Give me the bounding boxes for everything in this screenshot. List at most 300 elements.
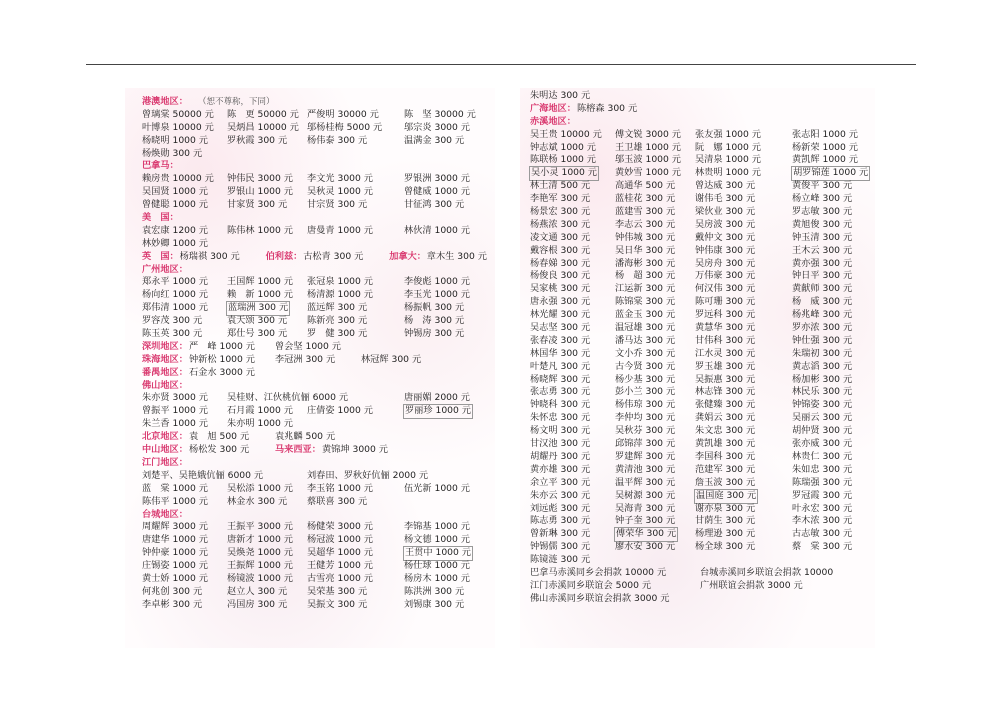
region-label: 北京地区： <box>142 431 188 443</box>
donor-entry: 邱锦萍 300 元 <box>615 438 676 450</box>
donor-entry: 叶楚凡 300 元 <box>530 360 591 372</box>
donor-entry: 杨松发 300 元 <box>189 444 250 456</box>
region-label: 加拿大： <box>389 250 426 262</box>
donor-entry: 陈伟平 1000 元 <box>142 495 208 507</box>
donor-entry: 文小乔 300 元 <box>615 347 676 359</box>
donor-entry: 曾会坚 1000 元 <box>275 340 341 352</box>
donor-entry: 罗远科 300 元 <box>695 309 756 321</box>
donor-entry: 杨晓明 1000 元 <box>142 134 208 146</box>
donor-row <box>142 341 482 354</box>
donor-row <box>530 296 870 309</box>
donor-entry: 罗亦浓 300 元 <box>792 322 853 334</box>
donor-entry: 范建军 300 元 <box>695 463 756 475</box>
donor-entry: 蓝瑞洲 300 元 <box>228 302 289 314</box>
donor-entry: 吴家桃 300 元 <box>530 283 591 295</box>
donor-row <box>530 399 870 412</box>
region-label: 番禺地区： <box>142 366 188 378</box>
donor-entry: 潘海彬 300 元 <box>615 257 676 269</box>
donor-row <box>142 148 482 161</box>
donor-entry: 王卫雄 1000 元 <box>615 141 681 153</box>
donor-entry: 杨 威 300 元 <box>792 296 853 308</box>
donor-entry: 罗志敏 300 元 <box>792 206 853 218</box>
donor-entry: 朱亦云 300 元 <box>530 489 591 501</box>
donor-entry: 龚娟云 300 元 <box>695 412 756 424</box>
donor-entry: 黄志滔 300 元 <box>792 360 853 372</box>
section-header <box>530 116 870 129</box>
donor-entry: 蓝金玉 300 元 <box>615 309 676 321</box>
donor-entry: 林冠辉 300 元 <box>361 353 422 365</box>
donor-entry: 吴焕尧 1000 元 <box>227 547 293 559</box>
donor-row <box>530 335 870 348</box>
donor-entry: 吴清泉 1000 元 <box>695 154 761 166</box>
donor-entry: 石金水 3000 元 <box>189 366 255 378</box>
donor-entry: 蓝建雪 300 元 <box>615 206 676 218</box>
donor-row <box>142 573 482 586</box>
donor-entry: 杨焕勋 300 元 <box>142 147 203 159</box>
donor-entry: 蓝桂花 300 元 <box>615 193 676 205</box>
donor-entry: 朱兰香 1000 元 <box>142 418 208 430</box>
donor-entry: 杨晓辉 300 元 <box>530 373 591 385</box>
donor-entry: 钟新松 1000 元 <box>189 353 255 365</box>
donor-entry: 江运新 300 元 <box>615 283 676 295</box>
region-label: 马来西亚： <box>275 444 321 456</box>
donor-entry: 唐永强 300 元 <box>530 296 591 308</box>
donor-entry: 朱怀忠 300 元 <box>530 412 591 424</box>
donor-entry: 张健臻 300 元 <box>695 399 756 411</box>
donor-entry: 吴海青 300 元 <box>615 502 676 514</box>
donor-entry: 黄俊平 300 元 <box>792 180 853 192</box>
donor-entry: 吴王贵 10000 元 <box>530 128 602 140</box>
donor-entry: 胡耀丹 300 元 <box>530 450 591 462</box>
donor-entry: 唐新才 1000 元 <box>227 534 293 546</box>
section-title: 港澳地区： <box>142 96 188 107</box>
donor-entry: 郑仕号 300 元 <box>227 328 288 340</box>
donor-entry: 李艳军 300 元 <box>530 193 591 205</box>
donor-row <box>530 528 870 541</box>
donor-entry: 吴秋灵 1000 元 <box>307 186 373 198</box>
donor-entry: 钟伟城 300 元 <box>615 231 676 243</box>
donor-row <box>530 232 870 245</box>
donor-entry: 曾健聪 1000 元 <box>142 199 208 211</box>
donor-entry: 张志阳 1000 元 <box>792 128 858 140</box>
donor-entry: 吴振惠 300 元 <box>695 373 756 385</box>
donor-row <box>142 250 487 264</box>
donor-entry: 赖 新 1000 元 <box>227 289 293 301</box>
donor-row <box>530 283 870 296</box>
donor-entry: 吴秋芬 300 元 <box>615 425 676 437</box>
donor-entry: 林贵仁 300 元 <box>792 450 853 462</box>
donor-row <box>142 470 482 483</box>
donor-entry: 李锦基 1000 元 <box>404 521 470 533</box>
donor-row <box>142 109 482 122</box>
donor-row <box>142 534 482 547</box>
donor-entry: 黄清池 300 元 <box>615 463 676 475</box>
donor-row <box>530 245 870 258</box>
donor-entry: 袁 旭 500 元 <box>189 431 250 443</box>
right-donor-list <box>530 90 870 606</box>
donor-row <box>530 129 870 142</box>
donor-entry: 陈锦棠 300 元 <box>615 296 676 308</box>
donor-entry: 唐建华 1000 元 <box>142 534 208 546</box>
donor-row <box>530 464 870 477</box>
donor-entry: 温国庭 300 元 <box>696 489 757 501</box>
donor-entry: 袁宏康 1200 元 <box>142 224 208 236</box>
donor-row <box>530 180 870 193</box>
donor-entry: 陈 坚 30000 元 <box>404 108 476 120</box>
donor-entry: 王振平 3000 元 <box>227 521 293 533</box>
donor-entry: 万伟豪 300 元 <box>695 270 756 282</box>
donor-entry: 谢亦泉 300 元 <box>695 502 756 514</box>
donor-row <box>142 431 482 444</box>
donor-entry: 杨房木 1000 元 <box>404 572 470 584</box>
donor-entry: 吴桂财、江伙桃伉俪 6000 元 <box>227 392 349 404</box>
donor-entry: 曾璃棠 50000 元 <box>142 108 214 120</box>
donor-entry: 凌文通 300 元 <box>530 231 591 243</box>
donor-entry: 黄亦强 300 元 <box>792 257 853 269</box>
donor-entry: 巴拿马赤溪同乡会捐款 10000 元 <box>530 566 667 578</box>
donor-entry: 吴超华 1000 元 <box>307 547 373 559</box>
donor-entry: 钟玉清 300 元 <box>792 231 853 243</box>
donor-entry: 张友强 1000 元 <box>695 128 761 140</box>
donor-entry: 傅文锐 3000 元 <box>615 128 681 140</box>
donor-row <box>142 173 482 186</box>
donor-entry: 林妙卿 1000 元 <box>142 237 208 249</box>
donor-row <box>142 238 482 251</box>
donor-entry: 罗建辉 300 元 <box>615 450 676 462</box>
donor-entry: 钟锡房 300 元 <box>404 328 465 340</box>
donor-entry: 邬宗炎 3000 元 <box>404 121 470 133</box>
donor-entry: 李志云 300 元 <box>615 218 676 230</box>
donor-entry: 甘荫生 300 元 <box>695 515 756 527</box>
section-title: 台城地区： <box>142 508 188 520</box>
region-label: 英 国： <box>142 250 179 262</box>
section-header <box>142 457 482 470</box>
donor-entry: 杨俊良 300 元 <box>530 270 591 282</box>
donor-entry: 梁伙业 300 元 <box>695 206 756 218</box>
region-label: 珠海地区： <box>142 353 188 365</box>
donor-entry: 朱如忠 300 元 <box>792 463 853 475</box>
donor-entry: 杨伟泰 300 元 <box>307 134 368 146</box>
donor-entry: 吴振文 300 元 <box>307 598 368 610</box>
donor-row <box>142 496 482 509</box>
section-title: 巴拿马： <box>142 160 179 172</box>
donor-entry: 杨文明 300 元 <box>530 425 591 437</box>
donor-row <box>530 348 870 361</box>
donor-entry: 阮 娜 1000 元 <box>695 141 761 153</box>
section-header <box>142 509 482 522</box>
donor-entry: 杨少基 300 元 <box>615 373 676 385</box>
donor-entry: 袁天颂 300 元 <box>227 315 288 327</box>
donor-entry: 陈 更 50000 元 <box>227 108 299 120</box>
donor-entry: 王贯中 1000 元 <box>405 547 471 559</box>
donor-entry: 蔡 棠 300 元 <box>792 541 853 553</box>
donor-entry: 张志勇 300 元 <box>530 386 591 398</box>
donor-entry: 何汉伟 300 元 <box>695 283 756 295</box>
donor-row <box>530 425 870 438</box>
donor-row <box>530 477 870 490</box>
donor-entry: 朱亦贤 3000 元 <box>142 392 208 404</box>
donor-entry: 刘楚平、吴艳娥伉俪 6000 元 <box>142 469 264 481</box>
donor-entry: 张春凌 300 元 <box>530 334 591 346</box>
donor-entry: 吴房舟 300 元 <box>695 257 756 269</box>
donor-entry: 钟伟民 3000 元 <box>227 173 293 185</box>
donor-entry: 钟子奎 300 元 <box>615 515 676 527</box>
donor-entry: 赵立人 300 元 <box>227 585 288 597</box>
donor-row <box>142 276 482 289</box>
donor-row <box>142 444 482 457</box>
donor-entry: 杨 超 300 元 <box>615 270 676 282</box>
donor-entry: 刘远彪 300 元 <box>530 502 591 514</box>
donor-row <box>530 567 870 580</box>
donor-entry: 杨立峰 300 元 <box>792 193 853 205</box>
donor-entry: 郑永平 1000 元 <box>142 276 208 288</box>
donor-entry: 石月霞 1000 元 <box>227 405 293 417</box>
donor-entry: 林伙清 1000 元 <box>404 224 470 236</box>
section-header <box>142 380 482 393</box>
donor-row <box>142 225 482 238</box>
donor-entry: 杨伟琼 300 元 <box>615 399 676 411</box>
donor-entry: 黄凯辉 1000 元 <box>792 154 858 166</box>
region-label: 中山地区： <box>142 444 188 456</box>
donor-row <box>142 302 482 315</box>
left-donor-list <box>142 96 487 612</box>
section-title: 赤溪地区： <box>530 115 576 127</box>
donor-row <box>142 135 482 148</box>
donor-entry: 章木生 300 元 <box>426 250 487 262</box>
top-rule <box>86 64 916 65</box>
donor-row <box>142 586 482 599</box>
donor-row <box>142 199 482 212</box>
donor-row <box>142 483 482 496</box>
donor-entry: 林志锋 300 元 <box>695 386 756 398</box>
donor-row <box>530 374 870 387</box>
donor-row <box>142 289 482 302</box>
section-title: 江门地区： <box>142 456 188 468</box>
donor-entry: 戴容根 300 元 <box>530 244 591 256</box>
donor-entry: 刘春田、罗秋好伉俪 2000 元 <box>307 469 429 481</box>
donor-row <box>142 418 482 431</box>
donor-entry: 甘伟科 300 元 <box>695 334 756 346</box>
donor-entry: 黄锦坤 3000 元 <box>322 444 388 456</box>
donor-row <box>530 270 870 283</box>
donor-row <box>530 412 870 425</box>
region-label: 深圳地区： <box>142 340 188 352</box>
donor-entry: 周耀辉 3000 元 <box>142 521 208 533</box>
donor-entry: 甘汉池 300 元 <box>530 438 591 450</box>
donor-row <box>142 315 482 328</box>
section-title: 广州地区： <box>142 263 188 275</box>
donor-entry: 林光耀 300 元 <box>530 309 591 321</box>
donor-entry: 杨 涛 300 元 <box>404 315 465 327</box>
donor-entry: 蓝远辉 300 元 <box>307 302 368 314</box>
donor-entry: 高通华 500 元 <box>615 180 676 192</box>
donor-entry: 温平辉 300 元 <box>615 476 676 488</box>
donor-entry: 王健芳 1000 元 <box>307 560 373 572</box>
donor-entry: 陈联杨 1000 元 <box>530 154 596 166</box>
donor-entry: 林金水 300 元 <box>227 495 288 507</box>
donor-row <box>142 367 482 380</box>
donor-entry: 朱亦明 1000 元 <box>227 418 293 430</box>
donor-entry: 胡罗锦莲 1000 元 <box>793 167 869 179</box>
donor-entry: 彭小兰 300 元 <box>615 386 676 398</box>
donor-entry: 李国科 300 元 <box>695 450 756 462</box>
donor-entry: 王振辉 1000 元 <box>227 560 293 572</box>
donor-entry: 钟志斌 1000 元 <box>530 141 596 153</box>
donor-entry: 江水灵 300 元 <box>695 347 756 359</box>
donor-entry: 庄锡姿 1000 元 <box>142 560 208 572</box>
donor-row <box>530 322 870 335</box>
donor-entry: 李俊彪 1000 元 <box>404 276 470 288</box>
donor-entry: 杨振帆 300 元 <box>404 302 465 314</box>
donor-entry: 杨全球 300 元 <box>695 541 756 553</box>
donor-entry: 吴小灵 1000 元 <box>531 167 597 179</box>
donor-row <box>530 309 870 322</box>
donor-entry: 邬玉波 1000 元 <box>615 154 681 166</box>
donor-row <box>530 142 870 155</box>
section-title: 美 国： <box>142 212 179 224</box>
donor-entry: 钟晓科 300 元 <box>530 399 591 411</box>
donor-entry: 廖水安 300 元 <box>615 541 676 553</box>
donor-entry: 钟仲豪 1000 元 <box>142 547 208 559</box>
donor-row <box>530 258 870 271</box>
donor-entry: 罗秋霞 300 元 <box>227 134 288 146</box>
donor-entry: 杨春娣 300 元 <box>530 257 591 269</box>
donor-entry: 蓝 棠 1000 元 <box>142 482 208 494</box>
donor-entry: 古雪亮 1000 元 <box>307 572 373 584</box>
donor-row <box>530 154 870 167</box>
donor-entry: 甘宗贤 300 元 <box>307 199 368 211</box>
donor-entry: 吴丽云 300 元 <box>792 412 853 424</box>
donor-row <box>142 354 482 367</box>
donor-row <box>142 328 482 341</box>
donor-entry: 吴房波 300 元 <box>695 218 756 230</box>
donor-entry: 古松青 300 元 <box>303 250 364 262</box>
donor-entry: 黄凯雄 300 元 <box>695 438 756 450</box>
donor-entry: 詹玉波 300 元 <box>695 476 756 488</box>
donor-entry: 李卓彬 300 元 <box>142 598 203 610</box>
donor-entry: 广州联谊会捐款 3000 元 <box>700 579 803 591</box>
donor-entry: 李玉铭 1000 元 <box>307 482 373 494</box>
donor-entry: 叶博泉 10000 元 <box>142 121 214 133</box>
donor-row <box>530 361 870 374</box>
donor-entry: 黄慧华 300 元 <box>695 322 756 334</box>
donor-entry: 黄士娇 1000 元 <box>142 572 208 584</box>
donor-entry: 张亦威 300 元 <box>792 438 853 450</box>
donor-row <box>530 193 870 206</box>
donor-entry: 邬杨桂梅 5000 元 <box>307 121 383 133</box>
donor-entry: 唐曼青 1000 元 <box>307 224 373 236</box>
donor-entry: 佛山赤溪同乡联谊会捐款 3000 元 <box>530 592 670 604</box>
donor-row <box>142 122 482 135</box>
donor-row <box>530 206 870 219</box>
donor-entry: 杨冠波 1000 元 <box>307 534 373 546</box>
donor-entry: 何兆创 300 元 <box>142 585 203 597</box>
donor-row <box>530 438 870 451</box>
donor-entry: 吴荣基 300 元 <box>307 585 368 597</box>
donor-entry: 吴树源 300 元 <box>615 489 676 501</box>
donor-entry: 郑伟清 1000 元 <box>142 302 208 314</box>
section-header <box>142 212 482 225</box>
donor-entry: 袁兆麟 500 元 <box>275 431 336 443</box>
donor-row <box>530 386 870 399</box>
donor-entry: 潘马达 300 元 <box>615 334 676 346</box>
donor-entry: 杨镜波 1000 元 <box>227 572 293 584</box>
donor-entry: 罗丽珍 1000 元 <box>405 405 471 417</box>
donor-row <box>142 521 482 534</box>
donor-entry: 谢伟毛 300 元 <box>695 193 756 205</box>
donor-entry: 古今贤 300 元 <box>615 360 676 372</box>
donor-row <box>142 392 482 405</box>
donor-entry: 温冠雄 300 元 <box>615 322 676 334</box>
donor-entry: 黄妙雪 1000 元 <box>615 167 681 179</box>
donor-entry: 李木浓 300 元 <box>792 515 853 527</box>
donor-entry: 杨健荣 3000 元 <box>307 521 373 533</box>
donor-row <box>530 167 870 180</box>
donor-row <box>530 490 870 503</box>
donor-entry: 林土清 500 元 <box>530 180 591 192</box>
donor-entry: 甘家贤 300 元 <box>227 199 288 211</box>
donor-entry: 吴国贤 1000 元 <box>142 186 208 198</box>
donor-entry: 钟伟康 300 元 <box>695 244 756 256</box>
donor-entry: 杨清源 1000 元 <box>307 289 373 301</box>
donor-row <box>530 593 870 606</box>
donor-entry: 吴炳昌 10000 元 <box>227 121 299 133</box>
donor-row <box>142 560 482 573</box>
donor-entry: 朱明达 300 元 <box>530 90 591 101</box>
section-title: 佛山地区： <box>142 379 188 391</box>
donor-row <box>530 554 870 567</box>
donor-entry: 余立平 300 元 <box>530 476 591 488</box>
donor-entry: 朱瑞初 300 元 <box>792 347 853 359</box>
donor-entry: 陈伟林 1000 元 <box>227 224 293 236</box>
donor-entry: 杨兆峰 300 元 <box>792 309 853 321</box>
donor-entry: 李文光 3000 元 <box>307 173 373 185</box>
region-label: 伯利兹： <box>265 250 303 262</box>
donor-entry: 杨燕浓 300 元 <box>530 218 591 230</box>
donor-entry: 戴仲文 300 元 <box>695 231 756 243</box>
donor-row <box>530 541 870 554</box>
donor-entry: 曾振平 1000 元 <box>142 405 208 417</box>
donor-entry: 钟锦姿 300 元 <box>792 399 853 411</box>
donor-entry: 罗银洲 3000 元 <box>404 173 470 185</box>
donor-entry: 陈可珊 300 元 <box>695 296 756 308</box>
donor-entry: 蔡联喜 300 元 <box>307 495 368 507</box>
donor-entry: 傅荣华 300 元 <box>616 528 677 540</box>
section-header <box>142 160 482 173</box>
donor-entry: 黄旭俊 300 元 <box>792 218 853 230</box>
donor-entry: 王国辉 1000 元 <box>227 276 293 288</box>
donor-entry: 罗 健 300 元 <box>307 328 368 340</box>
donor-entry: 黄亦雄 300 元 <box>530 463 591 475</box>
donor-entry: 庄倩姿 1000 元 <box>307 405 373 417</box>
donor-entry: 陈新亮 300 元 <box>307 315 368 327</box>
donor-row <box>530 451 870 464</box>
donor-entry: 朱文忠 300 元 <box>695 425 756 437</box>
donor-row <box>530 515 870 528</box>
donor-entry: 陈洪洲 300 元 <box>404 585 465 597</box>
donor-row <box>142 547 482 560</box>
donor-entry: 唐丽媚 2000 元 <box>404 392 470 404</box>
donor-entry: 杨文德 1000 元 <box>404 534 470 546</box>
donor-entry: 曾新琳 300 元 <box>530 528 591 540</box>
donor-entry: 林国华 300 元 <box>530 347 591 359</box>
donor-entry: 胡仲贤 300 元 <box>792 425 853 437</box>
donor-entry: 林贵明 1000 元 <box>695 167 761 179</box>
donor-entry: 曾达威 300 元 <box>695 180 756 192</box>
donor-entry: 伍光新 1000 元 <box>404 482 470 494</box>
donor-entry: 赖房贵 10000 元 <box>142 173 214 185</box>
donor-entry: 钟仕强 300 元 <box>792 334 853 346</box>
